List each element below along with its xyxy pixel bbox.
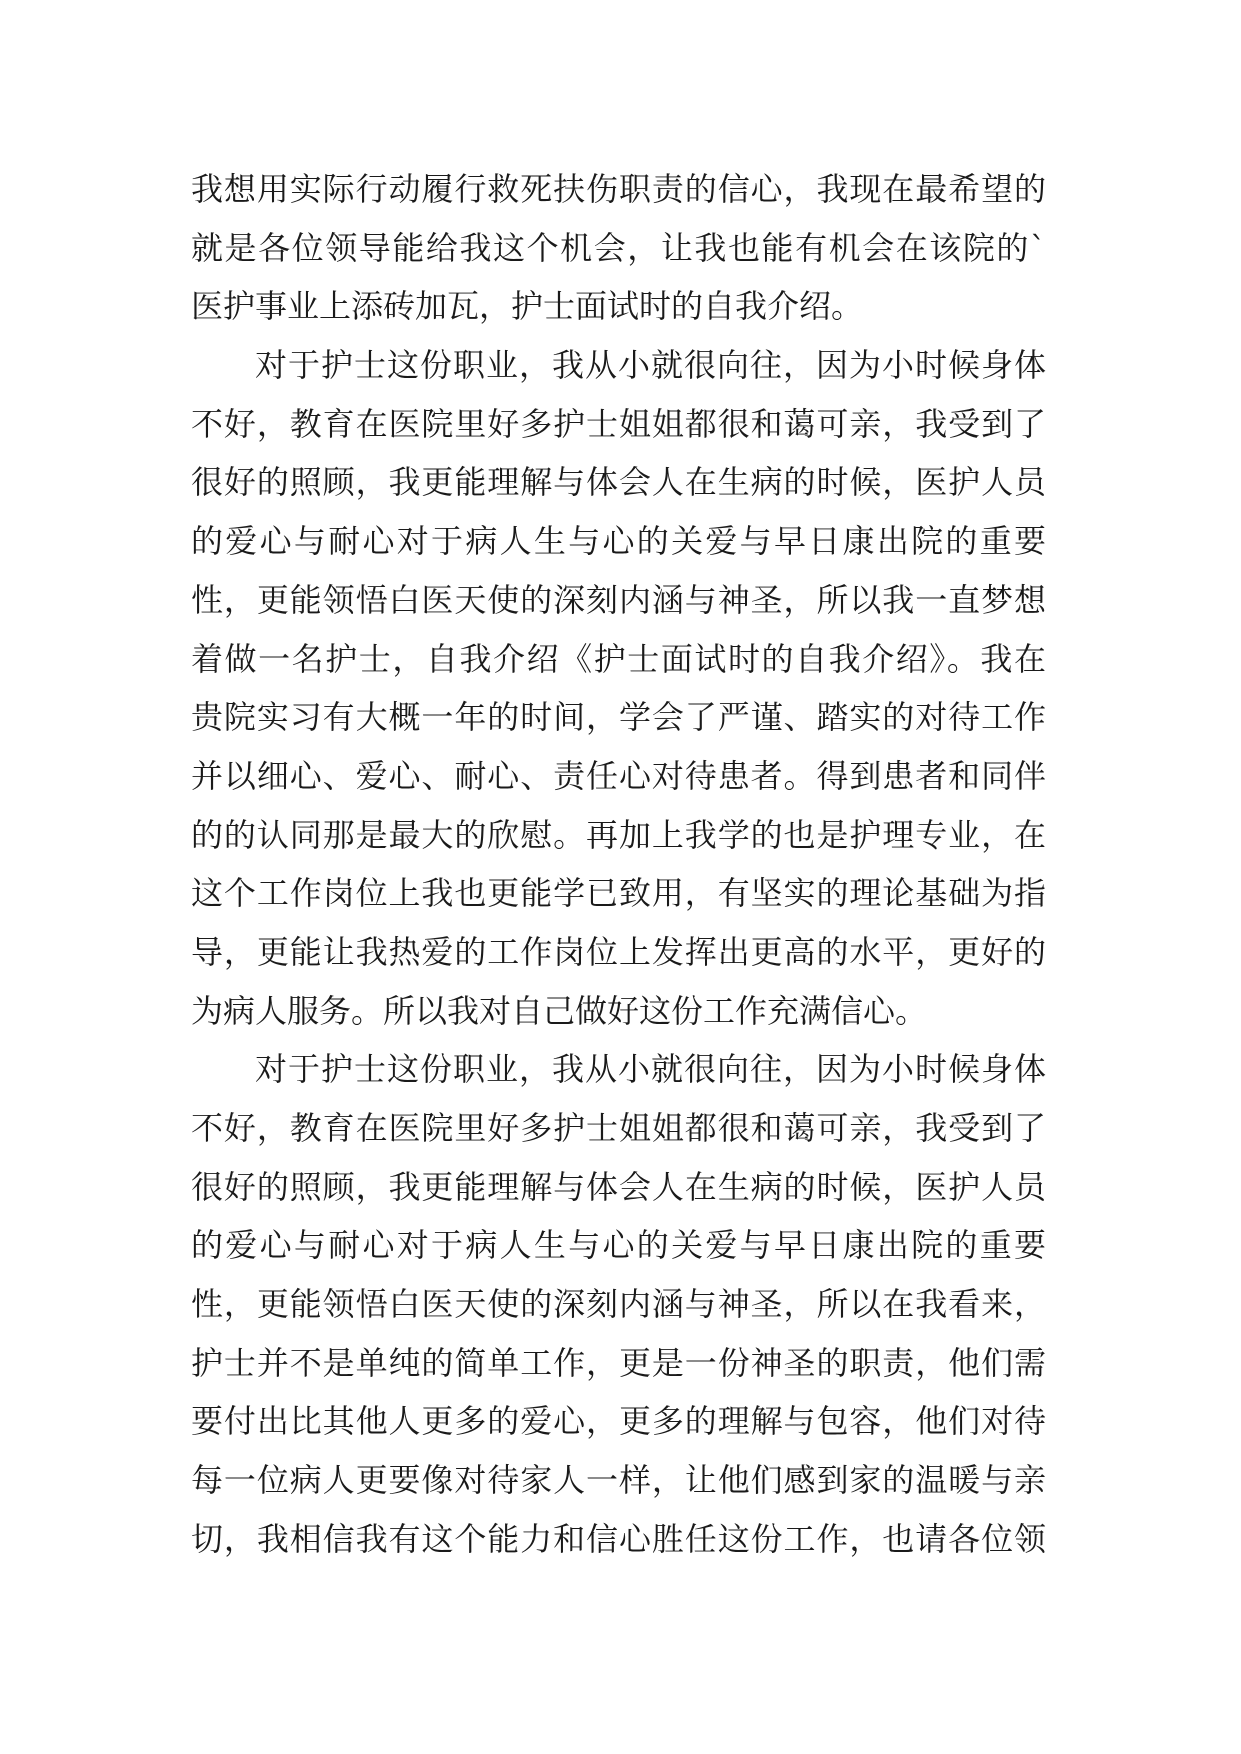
paragraph-3-line-3: 很好的照顾，我更能理解与体会人在生病的时候，医护人员: [191, 1167, 1046, 1206]
document-body: [191, 160, 1046, 1569]
paragraph-2-line-6: 着做一名护士，自我介绍《护士面试时的自我介绍》。我在: [191, 639, 1046, 678]
paragraph-2-line-7: 贵院实习有大概一年的时间，学会了严谨、踏实的对待工作: [191, 698, 1046, 737]
paragraph-2-line-10: 这个工作岗位上我也更能学已致用，有坚实的理论基础为指: [191, 874, 1046, 913]
paragraph-1-line-2: 就是各位领导能给我这个机会，让我也能有机会在该院的`: [191, 228, 1046, 267]
paragraph-2-line-3: 很好的照顾，我更能理解与体会人在生病的时候，医护人员: [191, 463, 1046, 502]
paragraph-2-line-11: 导，更能让我热爱的工作岗位上发挥出更高的水平，更好的: [191, 932, 1046, 971]
paragraph-3-line-8: 每一位病人更要像对待家人一样，让他们感到家的温暖与亲: [191, 1461, 1046, 1500]
paragraph-3-line-1: 对于护士这份职业，我从小就很向往，因为小时候身体: [255, 1050, 1046, 1089]
paragraph-2-line-12: 为病人服务。所以我对自己做好这份工作充满信心。: [191, 991, 928, 1030]
paragraph-1-line-3: 医护事业上添砖加瓦，护士面试时的自我介绍。: [191, 287, 864, 326]
paragraph-3-line-9: 切，我相信我有这个能力和信心胜任这份工作，也请各位领: [191, 1519, 1046, 1558]
paragraph-3-line-4: 的爱心与耐心对于病人生与心的关爱与早日康出院的重要: [191, 1226, 1046, 1265]
paragraph-3-line-6: 护士并不是单纯的简单工作，更是一份神圣的职责，他们需: [191, 1343, 1046, 1382]
paragraph-3-line-7: 要付出比其他人更多的爱心，更多的理解与包容，他们对待: [191, 1402, 1046, 1441]
paragraph-2-line-2: 不好，教育在医院里好多护士姐姐都很和蔼可亲，我受到了: [191, 404, 1046, 443]
paragraph-3-line-5: 性，更能领悟白医天使的深刻内涵与神圣，所以在我看来，: [191, 1285, 1046, 1324]
paragraph-1-line-1: 我想用实际行动履行救死扶伤职责的信心，我现在最希望的: [191, 170, 1046, 208]
paragraph-2-line-5: 性，更能领悟白医天使的深刻内涵与神圣，所以我一直梦想: [191, 580, 1046, 619]
paragraph-2-line-4: 的爱心与耐心对于病人生与心的关爱与早日康出院的重要: [191, 522, 1046, 561]
paragraph-3-line-2: 不好，教育在医院里好多护士姐姐都很和蔼可亲，我受到了: [191, 1109, 1046, 1147]
paragraph-2-line-9: 的的认同那是最大的欣慰。再加上我学的也是护理专业，在: [191, 815, 1046, 854]
paragraph-2-line-1: 对于护士这份职业，我从小就很向往，因为小时候身体: [255, 346, 1046, 385]
paragraph-2-line-8: 并以细心、爱心、耐心、责任心对待患者。得到患者和同伴: [191, 756, 1046, 795]
